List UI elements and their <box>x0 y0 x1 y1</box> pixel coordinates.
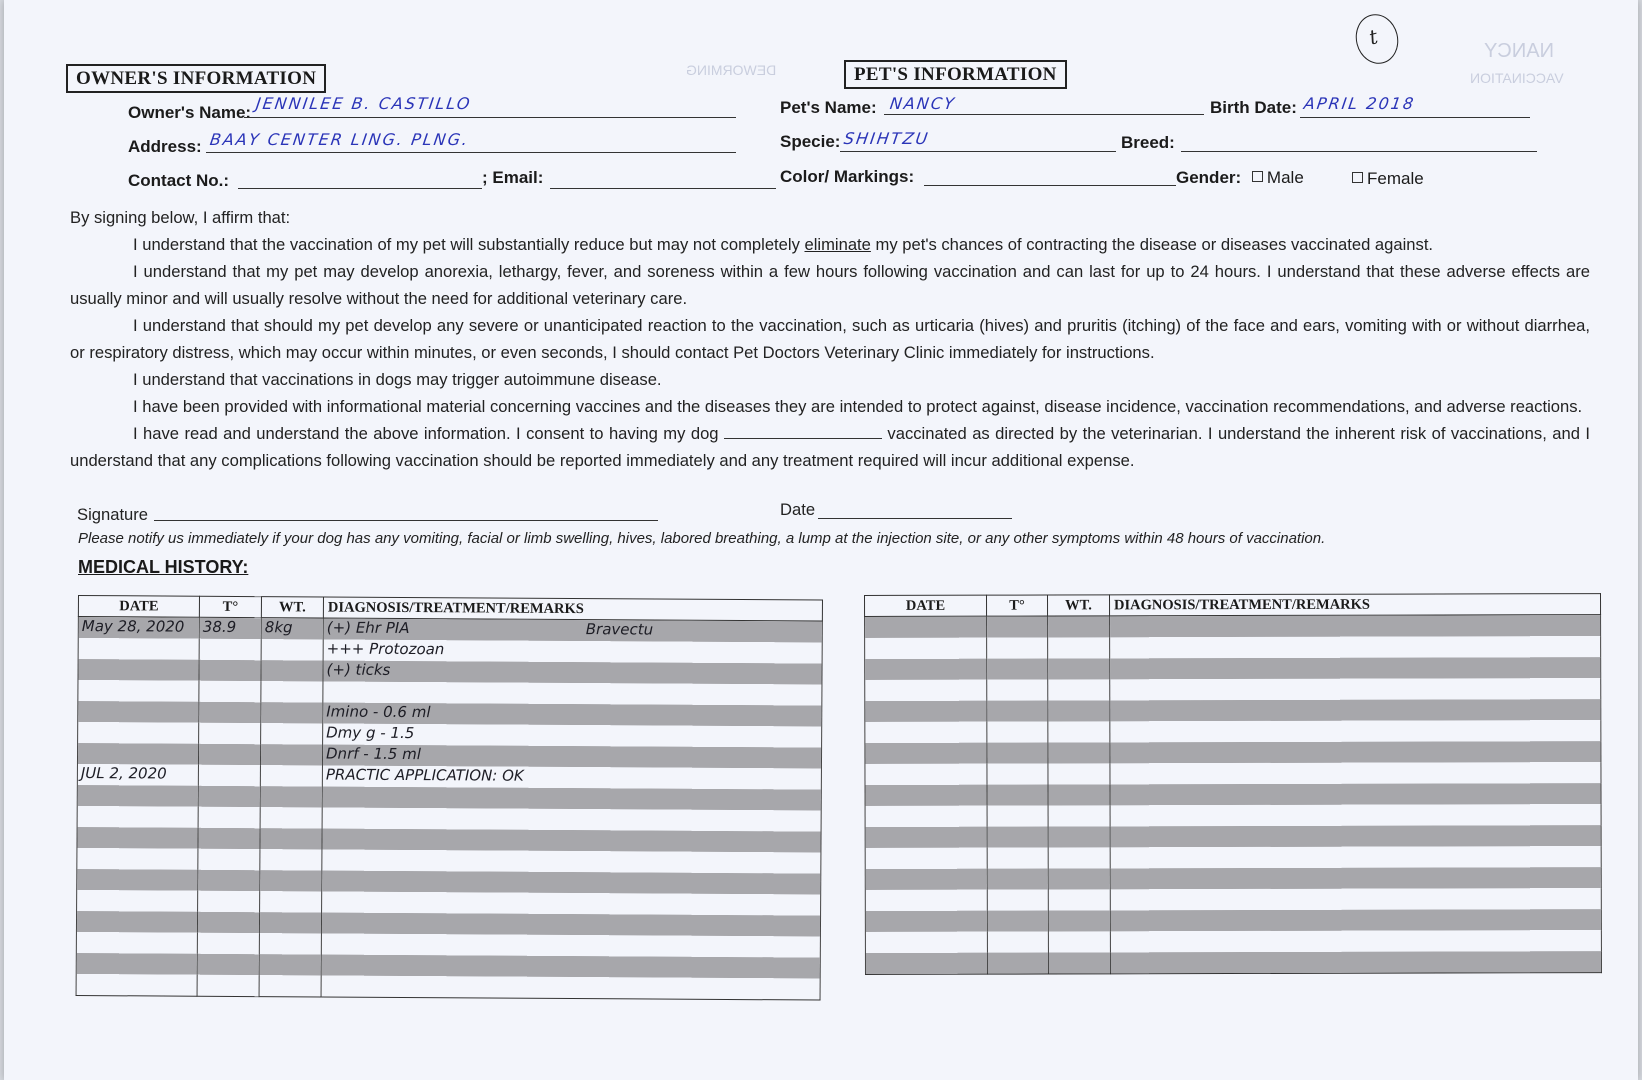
table-cell-temp[interactable] <box>987 616 1048 638</box>
consent-p1-underlined: eliminate <box>804 235 871 254</box>
consent-p6-after: vaccinated as directed by the veterinarian. I understand the inherent risk of vaccinations, and I understand that any complications following vaccination should be reported immediately and any treatment required will incur additional expense. <box>70 424 1590 470</box>
table-cell-date[interactable] <box>77 869 198 891</box>
table-cell-remarks[interactable] <box>321 954 820 978</box>
table-cell-date[interactable] <box>865 785 987 806</box>
table-cell-temp[interactable] <box>198 765 260 786</box>
signature-label: Signature <box>77 505 149 524</box>
table-cell-wt[interactable] <box>259 954 321 975</box>
table-cell-temp[interactable] <box>199 617 261 639</box>
table-cell-remarks[interactable] <box>1110 909 1601 931</box>
column-header-temp: T° <box>199 596 261 617</box>
table-cell-temp[interactable] <box>199 723 261 744</box>
table-cell-temp[interactable] <box>198 807 260 828</box>
table-cell-temp[interactable] <box>987 743 1048 764</box>
table-row <box>76 974 820 1000</box>
pet-name-value[interactable]: NANCY <box>888 94 958 113</box>
table-cell-date[interactable] <box>865 953 987 975</box>
table-cell-remarks[interactable] <box>322 765 821 789</box>
table-row <box>865 636 1601 659</box>
table-cell-temp[interactable] <box>199 702 261 723</box>
table-cell-date[interactable] <box>865 806 987 827</box>
table-cell-wt[interactable] <box>259 933 321 954</box>
medical-history-table-right <box>864 593 1602 975</box>
pet-name-label: Pet's Name: <box>780 98 877 117</box>
specie-label: Specie: <box>780 132 841 151</box>
medical-history-title: MEDICAL HISTORY: <box>78 557 249 577</box>
table-cell-wt[interactable] <box>1048 889 1110 910</box>
table-cell-temp[interactable] <box>199 681 261 702</box>
table-cell-wt[interactable] <box>260 807 322 828</box>
table-cell-remarks[interactable] <box>1110 762 1601 784</box>
table-cell-temp[interactable] <box>987 806 1048 827</box>
table-cell-remarks[interactable] <box>1110 888 1601 910</box>
gender-female-option <box>1346 169 1424 189</box>
gender-male-text: Male <box>1266 168 1304 187</box>
consent-p1-after: my pet's chances of contracting the disease or diseases vaccinated against. <box>870 235 1434 254</box>
table-cell-wt[interactable] <box>261 723 323 744</box>
owner-section-title: OWNER'S INFORMATION <box>66 64 326 93</box>
table-cell-date[interactable] <box>76 932 197 954</box>
table-cell-date[interactable] <box>78 659 199 681</box>
breed-label: Breed: <box>1121 133 1175 152</box>
table-cell-wt[interactable] <box>1048 742 1110 763</box>
table-cell-temp[interactable] <box>198 870 260 891</box>
table-cell-remarks[interactable] <box>1110 930 1601 952</box>
table-cell-date[interactable] <box>865 659 987 680</box>
consent-text <box>70 204 1590 474</box>
owner-name-value[interactable]: JENNILEE B. CASTILLO <box>254 94 473 113</box>
table-cell-date[interactable] <box>78 638 199 660</box>
table-row <box>865 930 1601 953</box>
gender-label <box>1176 168 1304 188</box>
table-cell-wt[interactable] <box>260 744 322 765</box>
birth-date-label: Birth Date: <box>1210 98 1297 117</box>
table-cell-remarks[interactable] <box>1110 783 1601 805</box>
table-cell-temp[interactable] <box>987 722 1048 743</box>
table-cell-date[interactable] <box>865 932 987 953</box>
table-cell-wt[interactable] <box>260 765 322 786</box>
notice-text: Please notify us immediately if your dog has any vomiting, facial or limb swelling, hives, labored breathing, a lump at the injection site, or any other symptoms within 48 hours of vaccination. <box>78 530 1326 547</box>
table-cell-remarks[interactable] <box>323 681 822 705</box>
table-row <box>865 867 1601 890</box>
bleed-through-name: NANCY <box>1484 40 1555 62</box>
table-cell-date[interactable] <box>77 827 198 849</box>
table-cell-remarks[interactable] <box>322 786 821 810</box>
gender-male-checkbox[interactable] <box>1252 171 1263 182</box>
table-cell-wt[interactable] <box>1048 952 1110 974</box>
table-cell-date[interactable] <box>865 722 987 743</box>
table-cell-wt[interactable] <box>1048 763 1110 784</box>
table-row <box>865 699 1601 722</box>
corner-mark: t <box>1351 10 1404 69</box>
table-row <box>865 741 1601 764</box>
table-cell-temp[interactable] <box>198 891 260 912</box>
column-header-date: DATE <box>865 595 987 616</box>
table-cell-wt[interactable] <box>1048 826 1110 847</box>
table-cell-remarks[interactable] <box>1110 867 1601 889</box>
table-cell-remarks[interactable] <box>322 744 821 768</box>
column-header-remarks: DIAGNOSIS/TREATMENT/REMARKS <box>1110 594 1601 616</box>
table-cell-wt[interactable] <box>261 618 323 640</box>
owner-name-label: Owner's Name: <box>128 103 252 122</box>
table-cell-temp[interactable] <box>199 660 261 681</box>
table-cell-date[interactable] <box>78 617 199 639</box>
table-row <box>865 825 1601 848</box>
table-cell-date[interactable] <box>77 848 198 870</box>
birth-date-line <box>1300 117 1530 118</box>
table-cell-wt[interactable] <box>1048 637 1110 658</box>
table-cell-wt[interactable] <box>1048 868 1110 889</box>
table-cell-date[interactable] <box>865 743 987 764</box>
cell-value-remarks: Imino - 0.6 ml <box>326 702 431 721</box>
table-cell-temp[interactable] <box>987 869 1048 890</box>
table-cell-wt[interactable] <box>1048 700 1110 721</box>
table-cell-wt[interactable] <box>1048 847 1110 868</box>
table-cell-date[interactable] <box>78 701 199 723</box>
table-cell-wt[interactable] <box>1048 658 1110 679</box>
table-cell-date[interactable] <box>77 890 198 912</box>
table-cell-wt[interactable] <box>260 891 322 912</box>
cell-value-remarks: (+) Ehr PIA <box>326 618 410 637</box>
table-cell-temp[interactable] <box>197 912 259 933</box>
table-cell-remarks[interactable] <box>323 702 822 726</box>
cell-value-extra: Bravectu <box>585 620 654 639</box>
table-cell-wt[interactable] <box>260 828 322 849</box>
table-row <box>865 615 1601 638</box>
consent-paragraph-2: I understand that my pet may develop anorexia, lethargy, fever, and soreness within a few hours following vaccination and can last for up to 24 hours. I understand that these adverse effects are usually minor and will usually resolve without the need for additional veterinary care. <box>70 262 1590 308</box>
table-cell-wt[interactable] <box>260 870 322 891</box>
table-cell-temp[interactable] <box>987 764 1048 785</box>
table-row <box>865 762 1601 785</box>
column-header-date: DATE <box>78 596 199 618</box>
table-cell-wt[interactable] <box>1048 784 1110 805</box>
contact-label: Contact No.: <box>128 171 230 190</box>
table-cell-date[interactable] <box>77 785 198 807</box>
table-row <box>865 783 1601 806</box>
table-cell-temp[interactable] <box>987 827 1048 848</box>
table-cell-date[interactable] <box>76 911 197 933</box>
table-cell-date[interactable] <box>865 638 987 659</box>
table-cell-date[interactable] <box>865 616 987 638</box>
table-cell-remarks[interactable] <box>323 660 822 684</box>
table-cell-remarks[interactable] <box>1110 657 1601 679</box>
table-cell-temp[interactable] <box>987 785 1048 806</box>
cell-value-date: JUL 2, 2020 <box>80 763 167 783</box>
table-cell-remarks[interactable] <box>321 975 820 1000</box>
table-cell-wt[interactable] <box>1048 805 1110 826</box>
table-row <box>865 888 1601 911</box>
column-header-weight: WT. <box>1048 595 1110 616</box>
table-cell-temp[interactable] <box>987 680 1048 701</box>
table-cell-date[interactable] <box>77 764 198 786</box>
consent-paragraph-6 <box>70 420 1590 474</box>
table-cell-temp[interactable] <box>198 828 260 849</box>
bleed-through-vaccination: VACCINATION <box>1470 70 1564 86</box>
table-cell-date[interactable] <box>77 743 198 765</box>
contact-line <box>238 188 482 189</box>
table-cell-remarks[interactable] <box>1110 741 1601 763</box>
form-sheet <box>4 0 1638 1080</box>
table-cell-temp[interactable] <box>987 701 1048 722</box>
gender-female-checkbox[interactable] <box>1352 172 1363 183</box>
table-cell-wt[interactable] <box>1048 616 1110 638</box>
table-cell-temp[interactable] <box>198 849 260 870</box>
table-row <box>865 846 1601 869</box>
medical-history-table-left <box>76 595 823 1001</box>
consent-intro: By signing below, I affirm that: <box>70 208 291 227</box>
owner-name-line <box>244 117 736 118</box>
table-cell-date[interactable] <box>865 911 987 932</box>
signature-line[interactable] <box>154 520 658 521</box>
table-cell-temp[interactable] <box>987 848 1048 869</box>
address-label: Address: <box>128 137 202 156</box>
table-row <box>865 909 1601 932</box>
table-cell-temp[interactable] <box>197 954 259 975</box>
consent-paragraph-3: I understand that should my pet develop any severe or unanticipated reaction to the vaccination, such as urticaria (hives) and pruritis (itching) of the face and ears, vomiting with or without diarrhea, or respiratory distress, which may occur within minutes, or even seconds, I should contact Pet Doctors Veterinary Clinic immediately for instructions. <box>70 316 1590 362</box>
gender-female-text: Female <box>1367 169 1424 188</box>
table-cell-wt[interactable] <box>261 681 323 702</box>
cell-value-date: May 28, 2020 <box>81 616 185 636</box>
table-cell-date[interactable] <box>865 827 987 848</box>
table-cell-wt[interactable] <box>259 912 321 933</box>
table-cell-date[interactable] <box>78 680 199 702</box>
table-cell-temp[interactable] <box>987 932 1048 953</box>
table-cell-temp[interactable] <box>987 953 1048 975</box>
table-cell-remarks[interactable] <box>1110 825 1601 847</box>
color-markings-label: Color/ Markings: <box>780 167 915 186</box>
column-header-temp: T° <box>987 595 1048 616</box>
table-cell-temp[interactable] <box>197 975 259 997</box>
table-cell-date[interactable] <box>865 680 987 701</box>
table-cell-temp[interactable] <box>198 744 260 765</box>
color-markings-line <box>924 185 1176 186</box>
table-row <box>865 678 1601 701</box>
table-cell-remarks[interactable] <box>1110 804 1601 826</box>
table-header-row <box>865 594 1601 617</box>
table-cell-temp[interactable] <box>987 911 1048 932</box>
table-cell-wt[interactable] <box>1048 910 1110 931</box>
consent-p1-before: I understand that the vaccination of my pet will substantially reduce but may not completely <box>133 235 805 254</box>
table-cell-wt[interactable] <box>261 639 323 660</box>
cell-value-temp: 38.9 <box>202 617 237 636</box>
table-cell-date[interactable] <box>865 764 987 785</box>
date-label: Date <box>780 500 816 519</box>
column-header-weight: WT. <box>261 597 323 618</box>
table-cell-remarks[interactable] <box>323 723 822 747</box>
table-cell-date[interactable] <box>865 701 987 722</box>
table-cell-wt[interactable] <box>259 975 321 997</box>
table-cell-wt[interactable] <box>1048 679 1110 700</box>
breed-line <box>1181 151 1537 152</box>
cell-value-wt: 8kg <box>264 617 293 636</box>
table-row <box>865 804 1601 827</box>
table-cell-wt[interactable] <box>1048 931 1110 952</box>
dog-name-blank[interactable] <box>724 424 882 439</box>
gender-label-text: Gender: <box>1176 168 1242 187</box>
table-cell-temp[interactable] <box>199 639 261 660</box>
bleed-through-deworming: DEWORMING <box>686 62 777 78</box>
table-cell-remarks[interactable] <box>1110 951 1601 974</box>
cell-value-remarks: (+) ticks <box>326 660 391 679</box>
email-line <box>550 188 776 189</box>
email-label: ; Email: <box>482 168 544 187</box>
table-cell-date[interactable] <box>76 953 197 975</box>
address-line <box>206 152 736 153</box>
table-cell-wt[interactable] <box>260 849 322 870</box>
table-cell-date[interactable] <box>865 848 987 869</box>
table-cell-date[interactable] <box>865 869 987 890</box>
table-cell-remarks[interactable] <box>322 807 821 831</box>
table-cell-remarks[interactable] <box>323 618 822 643</box>
table-cell-wt[interactable] <box>261 660 323 681</box>
table-cell-date[interactable] <box>76 974 197 996</box>
consent-paragraph-4: I understand that vaccinations in dogs may trigger autoimmune disease. <box>133 370 662 389</box>
table-cell-remarks[interactable] <box>322 828 821 852</box>
table-cell-date[interactable] <box>78 722 199 744</box>
table-cell-remarks[interactable] <box>323 639 822 663</box>
table-cell-remarks[interactable] <box>1110 615 1601 638</box>
table-cell-remarks[interactable] <box>322 870 821 894</box>
table-cell-date[interactable] <box>77 806 198 828</box>
date-line[interactable] <box>818 518 1012 519</box>
table-row <box>865 657 1601 680</box>
specie-value[interactable]: SHIHTZU <box>842 129 931 148</box>
address-value[interactable]: BAAY CENTER LING. PLNG. <box>208 130 471 149</box>
table-cell-remarks[interactable] <box>322 849 821 873</box>
cell-value-remarks: Dmy g - 1.5 <box>326 723 415 742</box>
table-cell-remarks[interactable] <box>1110 699 1601 721</box>
consent-paragraph-1 <box>70 231 1590 258</box>
table-row <box>865 720 1601 743</box>
cell-value-remarks: +++ Protozoan <box>326 639 445 658</box>
table-cell-remarks[interactable] <box>1110 678 1601 700</box>
table-cell-remarks[interactable] <box>321 912 820 936</box>
table-cell-wt[interactable] <box>261 702 323 723</box>
table-cell-temp[interactable] <box>987 890 1048 911</box>
table-cell-temp[interactable] <box>197 933 259 954</box>
column-header-remarks: DIAGNOSIS/TREATMENT/REMARKS <box>323 597 822 621</box>
pet-section-title: PET'S INFORMATION <box>844 60 1067 89</box>
table-cell-temp[interactable] <box>987 659 1048 680</box>
consent-p6-before: I have read and understand the above information. I consent to having my dog <box>133 424 724 443</box>
table-cell-remarks[interactable] <box>322 891 821 915</box>
table-row <box>865 951 1601 974</box>
cell-value-remarks: Dnrf - 1.5 ml <box>325 744 421 763</box>
table-cell-temp[interactable] <box>198 786 260 807</box>
consent-paragraph-5: I have been provided with informational material concerning vaccines and the diseases they are intended to protect against, disease incidence, vaccination recommendations, and adverse reactions. <box>133 397 1583 416</box>
table-cell-remarks[interactable] <box>321 933 820 957</box>
table-cell-wt[interactable] <box>260 786 322 807</box>
cell-value-remarks: PRACTIC APPLICATION: OK <box>325 765 524 785</box>
table-cell-date[interactable] <box>865 890 987 911</box>
table-cell-remarks[interactable] <box>1110 636 1601 658</box>
specie-line <box>840 151 1116 152</box>
birth-date-value[interactable]: APRIL 2018 <box>1302 94 1417 113</box>
table-cell-remarks[interactable] <box>1110 720 1601 742</box>
table-cell-temp[interactable] <box>987 638 1048 659</box>
table-cell-remarks[interactable] <box>1110 846 1601 868</box>
table-cell-wt[interactable] <box>1048 721 1110 742</box>
pet-name-line <box>884 114 1204 115</box>
